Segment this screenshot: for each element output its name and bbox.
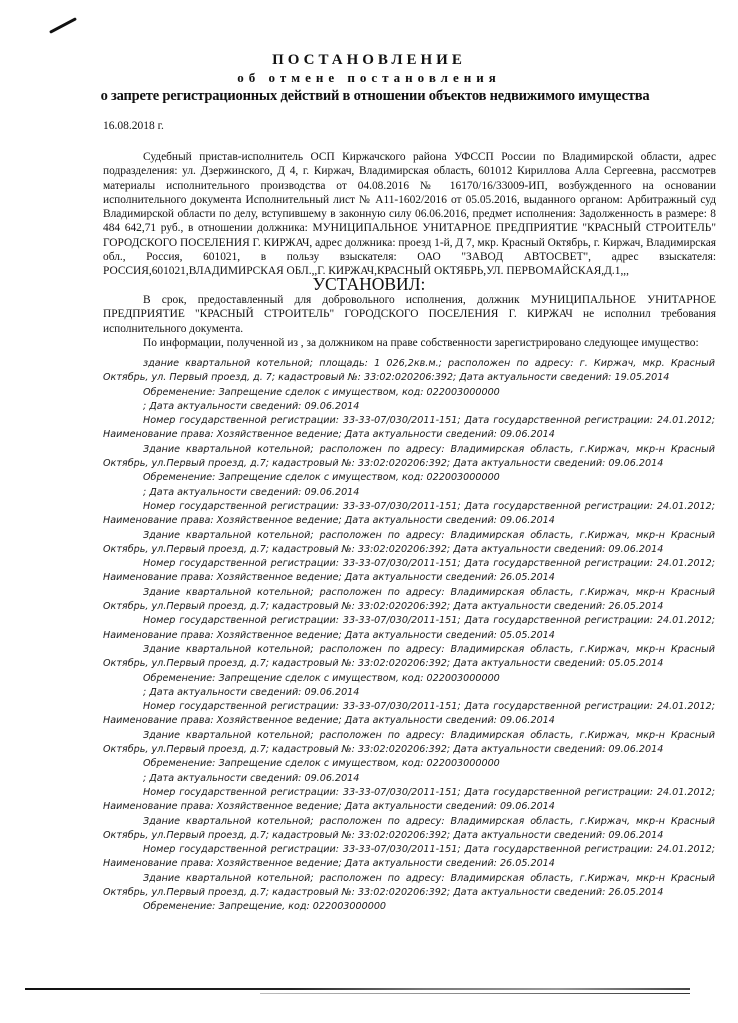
property-list-item: Номер государственной регистрации: 33-33-07/030/2011-151; Дата государственной регистрации: 24.01.2012; Наименование права: Хозяйственное ведение; Дата актуальности сведений: 05.05.2014 xyxy=(103,615,715,641)
established-paragraph-1: В срок, предоставленный для добровольного исполнения, должник МУНИЦИПАЛЬНОЕ УНИТАРНОЕ ПРЕДПРИЯТИЕ "КРАСНЫЙ СТРОИТЕЛЬ" ГОРОДСКОГО ПОСЕЛЕНИЯ Г. КИРЖАЧ не исполнил требования исполнительного документа. xyxy=(103,294,716,335)
property-list-item: Здание квартальной котельной; расположен по адресу: Владимирская область, г.Киржач, мкр-н Красный Октябрь, ул.Первый проезд, д.7; кадастровый №: 33:02:020206:392; Дата актуальности сведений: 26.05.2014 xyxy=(103,586,715,613)
document-subtitle: об отмене постановления xyxy=(237,70,501,85)
established-section xyxy=(103,293,716,350)
property-list-item: Обременение: Запрещение, код: 022003000000 xyxy=(143,901,387,913)
property-list-item: Обременение: Запрещение сделок с имуществом, код: 022003000000 xyxy=(143,672,500,684)
intro-paragraph: Судебный пристав-исполнитель ОСП Киржачского района УФССП России по Владимирской области, адрес подразделения: ул. Дзержинского, Д 4, г. Киржач, Владимирская область, 601012 Кириллова Алла Сергеевна, рассмотрев материалы исполнительного производства от 04.08.2016 № 16170/16/33009-ИП, возбужденного на основании исполнительного документа Исполнительный лист № А11-1602/2016 от 05.05.2016, выданного органом: Арбитражный суд Владимирской области по делу, вступившему в законную силу 06.06.2016, предмет исполнения: Задолженность в размере: 8 484 642,71 руб., в отношении должника: МУНИЦИПАЛЬНОЕ УНИТАРНОЕ ПРЕДПРИЯТИЕ "КРАСНЫЙ СТРОИТЕЛЬ" ГОРОДСКОГО ПОСЕЛЕНИЯ Г. КИРЖАЧ, адрес должника: проезд 1-й, Д 7, мкр. Красный Октябрь, г. Киржач, Владимирская обл., Россия, 601021, в пользу взыскателя: ОАО "ЗАВОД АВТОСВЕТ", адрес взыскателя: РОССИЯ,601021,ВЛАДИМИРСКАЯ ОБЛ.,,Г. КИРЖАЧ,КРАСНЫЙ ОКТЯБРЬ,УЛ. ПЕРВОМАЙСКАЯ,Д.1,,, xyxy=(103,151,717,278)
established-paragraph-2: По информации, полученной из , за должником на праве собственности зарегистрировано следующее имущество: xyxy=(143,336,699,349)
property-list-item: ; Дата актуальности сведений: 09.06.2014 xyxy=(143,486,360,498)
property-list-item: Здание квартальной котельной; расположен по адресу: Владимирская область, г.Киржач, мкр-н Красный Октябрь, ул.Первый проезд, д.7; кадастровый №: 33:02:020206:392; Дата актуальности сведений: 09.06.2014 xyxy=(103,529,715,555)
document-date: 16.08.2018 г. xyxy=(103,120,164,132)
property-list-item: Обременение: Запрещение сделок с имуществом, код: 022003000000 xyxy=(143,472,500,484)
pen-mark xyxy=(49,17,77,34)
property-list-item: Здание квартальной котельной; расположен по адресу: Владимирская область, г.Киржач, мкр-н Красный Октябрь, ул.Первый проезд, д.7; кадастровый №: 33:02:020206:392; Дата актуальности сведений: 26.05.2014 xyxy=(103,872,715,898)
document-title: ПОСТАНОВЛЕНИЕ xyxy=(272,52,466,68)
property-list-item: Здание квартальной котельной; расположен по адресу: Владимирская область, г.Киржач, мкр-н Красный Октябрь, ул.Первый проезд, д.7; кадастровый №: 33:02:020206:392; Дата актуальности сведений: 09.06.2014 xyxy=(103,729,715,756)
property-list-item: Обременение: Запрещение сделок с имуществом, код: 022003000000 xyxy=(143,758,500,770)
property-list-item: Номер государственной регистрации: 33-33-07/030/2011-151; Дата государственной регистрации: 24.01.2012; Наименование права: Хозяйственное ведение; Дата актуальности сведений: 09.06.2014 xyxy=(103,500,715,527)
property-list-item: Здание квартальной котельной; расположен по адресу: Владимирская область, г.Киржач, мкр-н Красный Октябрь, ул.Первый проезд, д.7; кадастровый №: 33:02:020206:392; Дата актуальности сведений: 05.05.2014 xyxy=(103,643,715,670)
property-list-item: Номер государственной регистрации: 33-33-07/030/2011-151; Дата государственной регистрации: 24.01.2012; Наименование права: Хозяйственное ведение; Дата актуальности сведений: 09.06.2014 xyxy=(103,786,715,813)
document-subject: о запрете регистрационных действий в отношении объектов недвижимого имущества xyxy=(100,88,650,104)
property-list-item: Номер государственной регистрации: 33-33-07/030/2011-151; Дата государственной регистрации: 24.01.2012; Наименование права: Хозяйственное ведение; Дата актуальности сведений: 09.06.2014 xyxy=(103,701,715,727)
property-list-item: ; Дата актуальности сведений: 09.06.2014 xyxy=(143,686,360,698)
property-list-item: здание квартальной котельной; площадь: 1 026,2кв.м.; расположен по адресу: г. Киржач, мкр. Красный Октябрь, ул. Первый проезд, д. 7; кадастровый №: 33:02:020206:392; Дата актуальности сведений: 19.05.2014 xyxy=(103,358,715,384)
intro-section xyxy=(103,150,716,279)
property-list-item: Здание квартальной котельной; расположен по адресу: Владимирская область, г.Киржач, мкр-н Красный Октябрь, ул.Первый проезд, д.7; кадастровый №: 33:02:020206:392; Дата актуальности сведений: 09.06.2014 xyxy=(103,815,715,841)
bottom-rule-secondary xyxy=(260,993,690,994)
property-list-item: Номер государственной регистрации: 33-33-07/030/2011-151; Дата государственной регистрации: 24.01.2012; Наименование права: Хозяйственное ведение; Дата актуальности сведений: 09.06.2014 xyxy=(103,415,715,441)
property-list-item: Номер государственной регистрации: 33-33-07/030/2011-151; Дата государственной регистрации: 24.01.2012; Наименование права: Хозяйственное ведение; Дата актуальности сведений: 26.05.2014 xyxy=(103,844,715,870)
property-list-item: ; Дата актуальности сведений: 09.06.2014 xyxy=(143,400,360,412)
property-list xyxy=(103,357,715,915)
property-list-item: ; Дата актуальности сведений: 09.06.2014 xyxy=(143,772,360,784)
property-list-item: Обременение: Запрещение сделок с имуществом, код: 022003000000 xyxy=(143,386,500,398)
established-heading: УСТАНОВИЛ: xyxy=(312,274,426,294)
bottom-rule xyxy=(25,988,690,990)
property-list-item: Номер государственной регистрации: 33-33-07/030/2011-151; Дата государственной регистрации: 24.01.2012; Наименование права: Хозяйственное ведение; Дата актуальности сведений: 26.05.2014 xyxy=(103,558,715,584)
property-list-item: Здание квартальной котельной; расположен по адресу: Владимирская область, г.Киржач, мкр-н Красный Октябрь, ул.Первый проезд, д.7; кадастровый №: 33:02:020206:392; Дата актуальности сведений: 09.06.2014 xyxy=(103,443,715,470)
